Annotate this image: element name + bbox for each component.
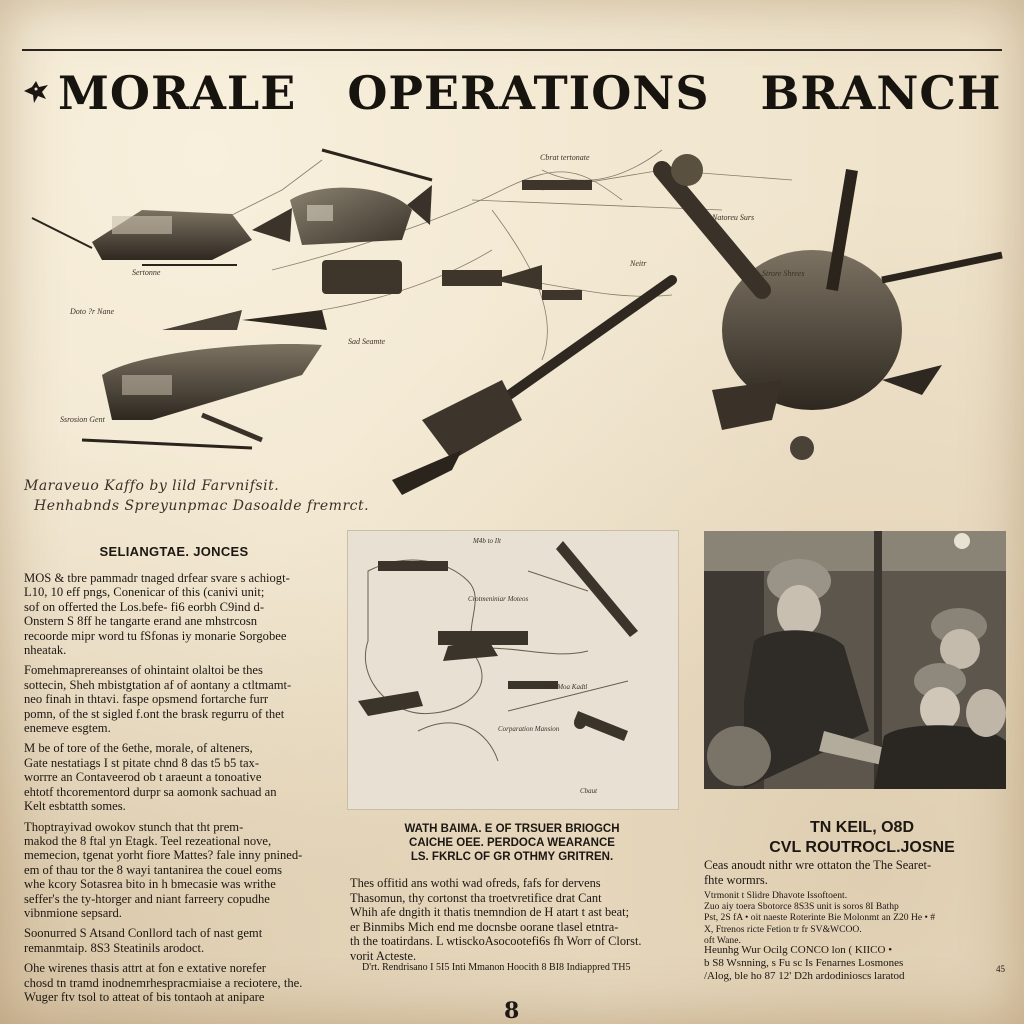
- page-number: 45: [996, 964, 1005, 974]
- left-article: [24, 544, 324, 1010]
- paragraph-1: [24, 571, 324, 657]
- caption-4: Sad Seamte: [348, 337, 386, 346]
- map-footer: D'rt. Rendrisano I 5I5 Inti Mmanon Hoocith 8 BI8 Indiappred TH5: [362, 962, 631, 973]
- text-line: seffer's the ty-htorger and niant farreery copudhe: [24, 891, 270, 906]
- masthead-title: MORALE OPERATIONS BRANCH: [58, 66, 1002, 120]
- text-line: L10, 10 eff pngs, Conenicar of this (canivi unit;: [24, 585, 265, 600]
- text-line: remanmtaip. 8S3 Steatinils arodoct.: [24, 940, 205, 955]
- helicopter-drawing-2: [290, 150, 432, 245]
- left-article-heading: SELIANGTAE. JONCES: [99, 544, 249, 559]
- text-line: Fomehmaprereanses of ohintaint olaltoi be thes: [24, 663, 263, 678]
- text-line: Wuger ftv tsol to atteat of bis tontaoh at anipare: [24, 989, 265, 1004]
- eagle-emblem-icon: [22, 77, 54, 109]
- heading-line: TN KEIL, O8D: [809, 819, 914, 836]
- text-line: /Alog, ble ho 87 12' D2h ardodinioscs laratod: [704, 970, 905, 982]
- map-label-1: M4b to Ilt: [473, 537, 501, 545]
- heading-line: CVL ROUTROCL.JOSNE: [769, 839, 955, 856]
- masthead: [22, 58, 1002, 128]
- artillery-drawing: [392, 280, 672, 495]
- text-line: Soonurred S Atsand Conllord tach of nast gemt: [24, 926, 263, 941]
- caption-1: Sertonne: [132, 268, 161, 277]
- caption-7: Natoreu Surs: [712, 213, 755, 222]
- caption-line: WATH BAIMA. E OF TRSUER BRIOGCH: [404, 823, 620, 835]
- caption-5: Cbrat tertonate: [540, 153, 590, 162]
- paragraph-4: [24, 820, 324, 921]
- top-rule: [22, 49, 1002, 51]
- caption-line: CAICHE OEE. PERDOCA WEARANCE: [409, 837, 615, 849]
- text-line: M be of tore of the 6ethe, morale, of alteners,: [24, 741, 253, 756]
- text-line: worrre an Contaveerod ob t araeunt a tonoative: [24, 770, 262, 785]
- text-line: sottecin, Sheh mbistgtation af of aontany a ctltmamt-: [24, 677, 292, 692]
- text-line: Heunhg Wur Ocilg CONCO lon ( KIICO •: [704, 944, 893, 956]
- map-label-3: Orts Moa Kadtl: [543, 683, 588, 691]
- text-line: memecion, tgenat yorht fiore Mattes? fale inny pnined-: [24, 848, 303, 863]
- rotorcraft-drawing: [662, 154, 1002, 460]
- caption-2: Doto ?r Nane: [70, 307, 114, 316]
- text-line: whe kcory Sotasrea bito in h bmecasie was writhe: [24, 877, 276, 892]
- right-article-body: [704, 858, 1016, 888]
- text-line: Gate nestatiags I st pitate chnd 8 das t5 b5 tax-: [24, 755, 260, 770]
- text-line: neo finah in thtavi. faspe opsmend fortarche furr: [24, 692, 269, 707]
- text-line: recoorde mipr word tu fSfonas iy monarie Sorgobee: [24, 628, 287, 643]
- text-line: pomn, of the st sigled f.ont the brask regurru of thet: [24, 706, 285, 721]
- handwritten-note-2: Henhabnds Spreyunpmac Dasoalde fremrct.: [34, 498, 370, 514]
- map-label-4: Corparation Mansion: [498, 725, 560, 733]
- text-line: Vtrmonit t Slidre Dhavote Issoftoent.: [704, 890, 848, 901]
- map-article-body: [350, 876, 680, 964]
- text-line: Ceas anoudt nithr wre ottaton the The Searet-: [704, 858, 932, 872]
- text-line: X, Ftrenos ricte Fetion tr fr SV&WCOO.: [704, 923, 862, 935]
- text-line: nheatak.: [24, 643, 67, 658]
- paragraph-3: [24, 741, 324, 813]
- text-line: MOS & tbre pammadr tnaged drfear svare s achiogt-: [24, 571, 290, 585]
- text-line: Ohe wirenes thasis attrt at fon e extative norefer: [24, 961, 266, 976]
- text-line: vorit Acteste.: [350, 948, 417, 963]
- text-line: Thoptrayivad owokov stunch that tht prem-: [24, 819, 244, 834]
- text-line: Thasomun, thy cortonst tha troetvretifice drat Cant: [350, 890, 602, 905]
- map-panel: [347, 530, 679, 810]
- paragraph-2: [24, 663, 324, 735]
- text-line: ehtotf thcorementord durpr sa aomonk sachuad an: [24, 784, 277, 799]
- text-line: b S8 Wsnning, s Fu sc Is Fenarnes Losmones: [704, 957, 904, 969]
- aircraft-illustration: [22, 130, 1012, 530]
- paragraph-5: [24, 926, 324, 955]
- right-article-heading: [712, 818, 1012, 858]
- right-article-note: [704, 944, 1016, 983]
- workers-photo-icon: [704, 531, 1006, 789]
- text-line: er Binmibs Mich end me docnsbe oorane tlasel etntra-: [350, 919, 619, 934]
- text-line: Thes offitid ans wothi wad ofreds, fafs for dervens: [350, 876, 601, 890]
- paragraph-6: [24, 961, 324, 1004]
- text-line: th the toatirdans. L wtisckoAsocootefi6s fh Worr of Clorst.: [350, 934, 642, 949]
- caption-3: Ssrosion Gent: [60, 415, 105, 424]
- text-line: sof on offerted the Los.befe- fi6 eorbh C9ind d-: [24, 599, 265, 614]
- airplane-drawing: [82, 310, 327, 448]
- map-label-2: Crotmeniniar Moteos: [468, 595, 529, 603]
- caption-line: LS. FKRLC OF GR OTHMY GRITREN.: [410, 851, 614, 863]
- text-line: chosd tn tramd inodnemrhespracmiaise a reciotere, the.: [24, 975, 303, 990]
- text-line: Kelt esbtatth somes.: [24, 799, 126, 814]
- map-drawing: [348, 531, 678, 809]
- helicopter-drawing-1: [32, 208, 292, 265]
- map-caption: [350, 822, 674, 864]
- workers-photo: [704, 531, 1006, 789]
- folio-mark: 8: [504, 998, 520, 1024]
- text-line: Zuo aiy toera Sbotorce 8S3S unit is soros 8I Bathp: [704, 901, 899, 913]
- text-line: Onstern S 8ff he tangarte erand ane mhstrcosn: [24, 614, 258, 629]
- text-line: makod the 8 ftal yn Etagk. Teel rezeational nove,: [24, 833, 272, 848]
- text-line: Pst, 2S fA • oit naeste Roterinte Bie Molonmt an Z20 He • #: [704, 912, 936, 924]
- right-article-details: [704, 890, 1016, 946]
- text-line: Whih afe dngith it thatis tnemndion de H atart t ast beat;: [350, 905, 630, 920]
- map-label-5: Cbaut: [580, 787, 598, 795]
- text-line: oft Wane.: [704, 934, 741, 946]
- caption-6: Strore Shrees: [762, 269, 805, 278]
- text-line: fhte wormrs.: [704, 873, 768, 887]
- text-line: vibnmione sepsard.: [24, 905, 122, 920]
- text-line: enemeve esgtem.: [24, 721, 111, 736]
- caption-8: Neitr: [630, 259, 647, 268]
- text-line: em of thau tor the 8 wayi tantanirea the couel eoms: [24, 862, 283, 877]
- handwritten-note-1: Maraveuo Kaffo by lild Farvnifsit.: [24, 478, 280, 494]
